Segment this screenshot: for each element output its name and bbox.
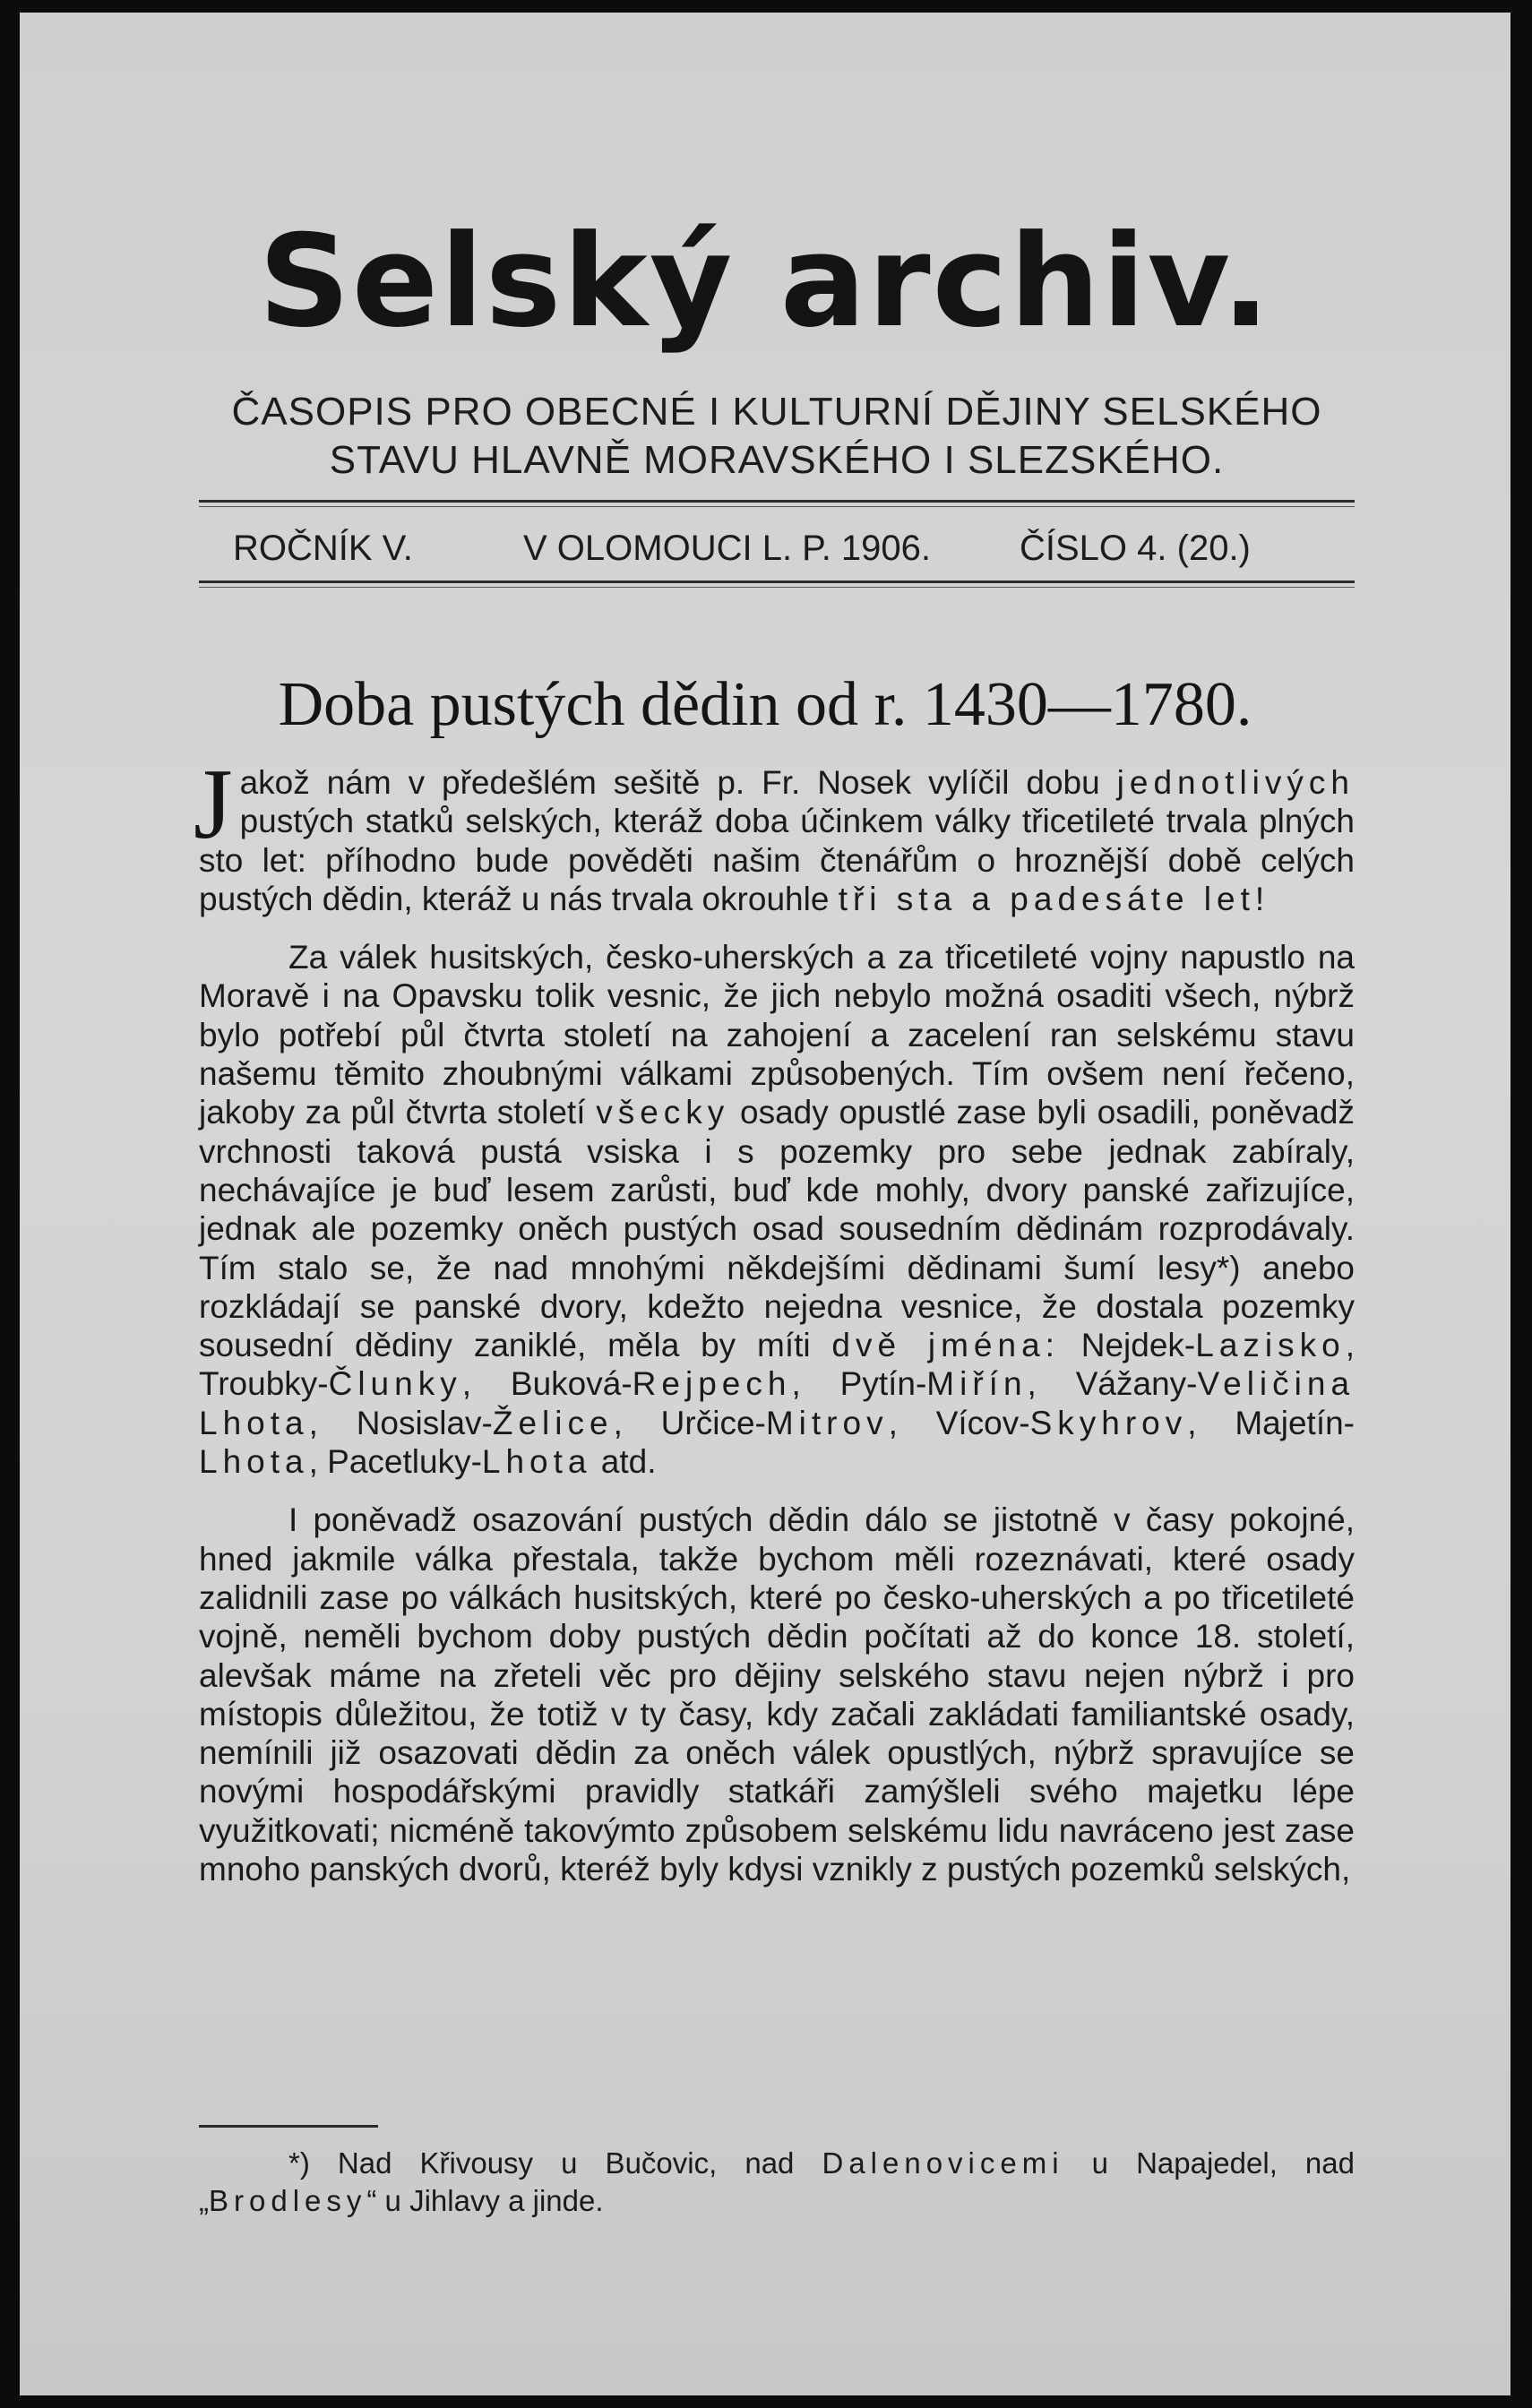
paragraph-3: I poněvadž osazování pustých dědin dálo se jistotně v časy pokojné, hned jakmile válka přestala, takže bychom měli rozeznávati, které osady zalidnili zase po válkách husitských, které po česko-uherských a po třicetileté vojně, neměli bychom doby pustých dědin počítati až do konce 18. století, alevšak máme na zřeteli věc pro dějiny selského stavu nejen nýbrž i pro místopis důležitou, že totiž v ty časy, kdy začali zakládati familiantské osady, nemínili již osazovati dědin za oněch válek opustlých, nýbrž spravujíce se novými hospodářskými pravidly statkáři zamýšleli svého majetku lépe využitkovati; nicméně takovýmto způsobem selskému lidu navráceno jest zase mnoho panských dvorů, kteréž byly kdysi vznikly z pustých pozemků selských, [199,1501,1355,1888]
header-rule-top-thin [199,506,1355,507]
issue-volume: ROČNÍK V. [233,529,413,568]
article-body [194,749,1356,1888]
drop-cap: J [194,749,233,860]
footnote-rule [199,2125,378,2128]
issue-number: ČÍSLO 4. (20.) [1020,529,1251,568]
subtitle-line-2: STAVU HLAVNĚ MORAVSKÉHO I SLEZSKÉHO. [329,438,1225,482]
header-rule-top [199,500,1355,503]
article-title: Doba pustých dědin od r. 1430—1780. [278,670,1252,739]
header-rule-bottom [199,580,1355,583]
journal-page [20,13,1510,2395]
masthead-title: Selský archiv. [258,208,1272,356]
issue-place-year: V OLOMOUCI L. P. 1906. [523,529,932,568]
subtitle-line-1: ČASOPIS PRO OBECNÉ I KULTURNÍ DĚJINY SELSKÉHO [231,390,1322,434]
footnote [199,2145,1355,2220]
header-rule-bottom-thin [199,587,1355,588]
paragraph-1: Jakož nám v předešlém sešitě p. Fr. Nosek vylíčil dobu jednotlivých pustých statků selských, kteráž doba účinkem války třicetileté trvala plných sto let: příhodno bude pověděti našim čtenářům o hroznější době celých pustých dědin, kteráž u nás trvala okrouhle tři sta a padesáte let! [194,749,1355,917]
footnote-text: *) Nad Křivousy u Bučovic, nad Dalenovicemi u Napajedel, nad „Brodlesy“ u Jihlavy a jinde. [199,2146,1355,2217]
paragraph-2: Za válek husitských, česko-uherských a za třicetileté vojny napustlo na Moravě i na Opavsku tolik vesnic, že jich nebylo možná osaditi všech, nýbrž bylo potřebí půl čtvrta století na zahojení a zacelení ran selskému stavu našemu těmito zhoubnými válkami způsobených. Tím ovšem není řečeno, jakoby za půl čtvrta století všecky osady opustlé zase byli osadili, poněvadž vrchnosti taková pustá vsiska i s pozemky pro sebe jednak zabíraly, nechávajíce je buď lesem zarůsti, buď kde mohly, dvory panské zařizujíce, jednak ale pozemky oněch pustých osad sousedním dědinám rozprodávaly. Tím stalo se, že nad mnohými někdejšími dědinami šumí lesy*) anebo rozkládají se panské dvory, kdežto nejedna vesnice, že dostala pozemky sousední dědiny zaniklé, měla by míti dvě jména: Nejdek-Lazisko, Troubky-Člunky, Buková-Rejpech, Pytín-Miřín, Vážany-Veličina Lhota, Nosislav-Želice, Určice-Mitrov, Vícov-Skyhrov, Majetín-Lhota, Pacetluky-Lhota atd. [199,939,1356,1481]
